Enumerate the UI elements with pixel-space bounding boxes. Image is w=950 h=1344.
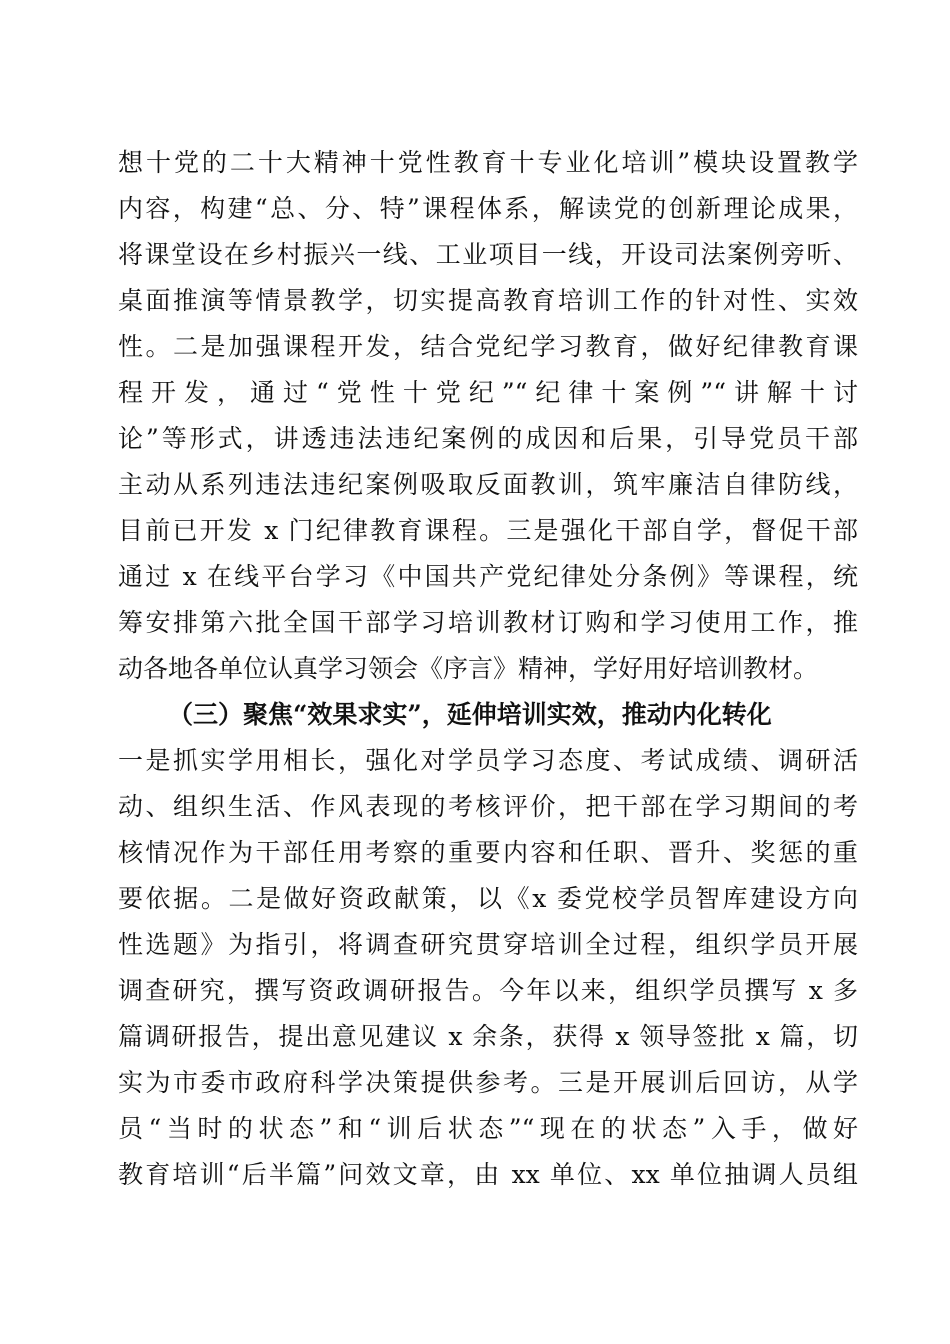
text-line: 将课堂设在乡村振兴一线、工业项目一线，开设司法案例旁听、 <box>118 240 858 269</box>
text-line: 调查研究，撰写资政调研报告。今年以来，组织学员撰写 x 多 <box>118 976 858 1005</box>
text-line: 要依据。二是做好资政献策，以《x 委党校学员智库建设方向 <box>118 884 858 913</box>
text-line: 目前已开发 x 门纪律教育课程。三是强化干部自学，督促干部 <box>118 516 858 545</box>
section-heading: （三）聚焦“效果求实”，延伸培训实效，推动内化转化 <box>168 700 772 729</box>
text-line: 篇调研报告，提出意见建议 x 余条，获得 x 领导签批 x 篇，切 <box>118 1022 858 1051</box>
text-line: 性。二是加强课程开发，结合党纪学习教育，做好纪律教育课 <box>118 332 858 361</box>
text-line: 论”等形式，讲透违法违纪案例的成因和后果，引导党员干部 <box>118 424 858 453</box>
text-line: 员“当时的状态”和“训后状态”“现在的状态”入手，做好 <box>118 1114 858 1143</box>
text-line: 程开发，通过“党性十党纪”“纪律十案例”“讲解十讨 <box>118 378 858 407</box>
text-line: 教育培训“后半篇”问效文章，由 xx 单位、xx 单位抽调人员组 <box>118 1160 858 1189</box>
text-line: 桌面推演等情景教学，切实提高教育培训工作的针对性、实效 <box>118 286 858 315</box>
text-line: 主动从系列违法违纪案例吸取反面教训，筑牢廉洁自律防线， <box>118 470 858 499</box>
text-line: 性选题》为指引，将调查研究贯穿培训全过程，组织学员开展 <box>118 930 858 959</box>
text-line: 筹安排第六批全国干部学习培训教材订购和学习使用工作，推 <box>118 608 858 637</box>
text-line: 通过 x 在线平台学习《中国共产党纪律处分条例》等课程，统 <box>118 562 858 591</box>
text-line: 一是抓实学用相长，强化对学员学习态度、考试成绩、调研活 <box>118 746 858 775</box>
text-line: 动、组织生活、作风表现的考核评价，把干部在学习期间的考 <box>118 792 858 821</box>
body-text <box>118 140 858 1198</box>
text-line: 核情况作为干部任用考察的重要内容和任职、晋升、奖惩的重 <box>118 838 858 867</box>
text-line: 动各地各单位认真学习领会《序言》精神，学好用好培训教材。 <box>118 654 819 683</box>
text-line: 实为市委市政府科学决策提供参考。三是开展训后回访，从学 <box>118 1068 858 1097</box>
text-line: 想十党的二十大精神十党性教育十专业化培训”模块设置教学 <box>118 148 858 177</box>
text-line: 内容，构建“总、分、特”课程体系，解读党的创新理论成果， <box>118 194 858 223</box>
